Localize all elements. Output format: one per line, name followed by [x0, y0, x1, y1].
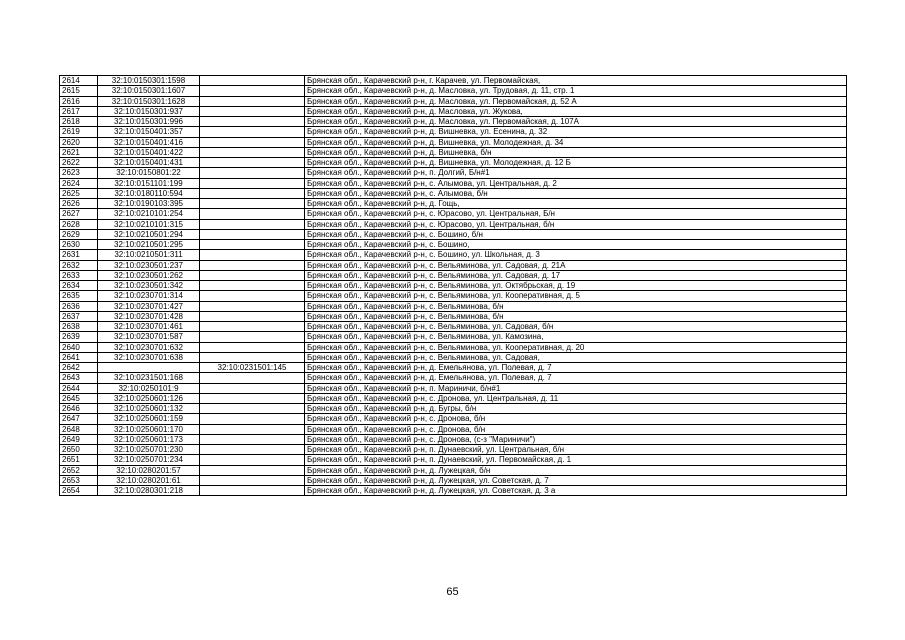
cadastral-number-alt-cell	[200, 281, 305, 291]
row-number-cell: 2647	[60, 414, 98, 424]
row-number-cell: 2634	[60, 281, 98, 291]
cadastral-number-alt-cell	[200, 96, 305, 106]
table-row	[60, 445, 847, 455]
row-number-cell: 2618	[60, 117, 98, 127]
cadastral-number-cell: 32:10:0230701:632	[98, 342, 200, 352]
cadastral-number-cell: 32:10:0150401:416	[98, 137, 200, 147]
row-number-cell: 2636	[60, 301, 98, 311]
address-cell: Брянская обл., Карачевский р-н, с. Вельяминова, ул. Октябрьская, д. 19	[305, 281, 847, 291]
row-number-cell: 2639	[60, 332, 98, 342]
table-row	[60, 86, 847, 96]
address-cell: Брянская обл., Карачевский р-н, с. Юрасово, ул. Центральная, Б/н	[305, 209, 847, 219]
cadastral-number-cell: 32:10:0230501:237	[98, 260, 200, 270]
table-row	[60, 404, 847, 414]
table-row	[60, 383, 847, 393]
cadastral-number-alt-cell	[200, 137, 305, 147]
cadastral-number-cell: 32:10:0250601:173	[98, 434, 200, 444]
address-cell: Брянская обл., Карачевский р-н, с. Алымова, б/н	[305, 188, 847, 198]
address-cell: Брянская обл., Карачевский р-н, с. Бошино, ул. Школьная, д. 3	[305, 250, 847, 260]
address-cell: Брянская обл., Карачевский р-н, д. Вишневка, ул. Молодежная, д. 12 Б	[305, 158, 847, 168]
cadastral-number-cell: 32:10:0210101:254	[98, 209, 200, 219]
row-number-cell: 2623	[60, 168, 98, 178]
cadastral-number-alt-cell	[200, 76, 305, 86]
address-cell: Брянская обл., Карачевский р-н, г. Карачев, ул. Первомайская,	[305, 76, 847, 86]
address-cell: Брянская обл., Карачевский р-н, д. Масловка, ул. Жукова,	[305, 106, 847, 116]
address-cell: Брянская обл., Карачевский р-н, д. Масловка, ул. Первомайская, д. 107А	[305, 117, 847, 127]
address-cell: Брянская обл., Карачевский р-н, д. Масловка, ул. Первомайская, д. 52 А	[305, 96, 847, 106]
row-number-cell: 2645	[60, 393, 98, 403]
cadastral-number-cell: 32:10:0230701:638	[98, 352, 200, 362]
table-row	[60, 260, 847, 270]
row-number-cell: 2641	[60, 352, 98, 362]
cadastral-number-alt-cell	[200, 424, 305, 434]
row-number-cell: 2619	[60, 127, 98, 137]
row-number-cell: 2654	[60, 486, 98, 496]
cadastral-number-cell: 32:10:0210101:315	[98, 219, 200, 229]
cadastral-number-cell: 32:10:0250601:132	[98, 404, 200, 414]
cadastral-number-cell: 32:10:0280201:57	[98, 465, 200, 475]
cadastral-number-alt-cell	[200, 250, 305, 260]
row-number-cell: 2644	[60, 383, 98, 393]
cadastral-number-alt-cell	[200, 322, 305, 332]
page-number: 65	[446, 586, 459, 598]
cadastral-number-alt-cell	[200, 219, 305, 229]
cadastral-number-alt-cell	[200, 311, 305, 321]
cadastral-number-cell: 32:10:0150301:937	[98, 106, 200, 116]
table-row	[60, 219, 847, 229]
row-number-cell: 2642	[60, 363, 98, 373]
table-row	[60, 270, 847, 280]
cadastral-number-cell: 32:10:0231501:168	[98, 373, 200, 383]
address-cell: Брянская обл., Карачевский р-н, с. Вельяминова, ул. Садовая, б/н	[305, 322, 847, 332]
table-row	[60, 209, 847, 219]
cadastral-number-alt-cell	[200, 383, 305, 393]
address-cell: Брянская обл., Карачевский р-н, с. Вельяминова, б/н	[305, 301, 847, 311]
cadastral-number-alt-cell	[200, 373, 305, 383]
table-row	[60, 352, 847, 362]
cadastral-number-alt-cell: 32:10:0231501:145	[200, 363, 305, 373]
cadastral-number-alt-cell	[200, 188, 305, 198]
table-row	[60, 199, 847, 209]
row-number-cell: 2646	[60, 404, 98, 414]
address-cell: Брянская обл., Карачевский р-н, с. Вельяминова, ул. Садовая, д. 21А	[305, 260, 847, 270]
cadastral-number-cell: 32:10:0150401:431	[98, 158, 200, 168]
row-number-cell: 2650	[60, 445, 98, 455]
cadastral-number-alt-cell	[200, 229, 305, 239]
address-cell: Брянская обл., Карачевский р-н, д. Вишневка, ул. Есенина, д. 32	[305, 127, 847, 137]
table-row	[60, 127, 847, 137]
row-number-cell: 2631	[60, 250, 98, 260]
table-row	[60, 486, 847, 496]
table-row	[60, 311, 847, 321]
cadastral-number-cell: 32:10:0150301:1598	[98, 76, 200, 86]
address-cell: Брянская обл., Карачевский р-н, д. Лужецкая, б/н	[305, 465, 847, 475]
table-row	[60, 168, 847, 178]
address-cell: Брянская обл., Карачевский р-н, д. Емельянова, ул. Полевая, д. 7	[305, 373, 847, 383]
cadastral-number-alt-cell	[200, 199, 305, 209]
cadastral-number-alt-cell	[200, 158, 305, 168]
cadastral-number-cell: 32:10:0180110:594	[98, 188, 200, 198]
row-number-cell: 2622	[60, 158, 98, 168]
table-row	[60, 434, 847, 444]
table-row	[60, 250, 847, 260]
address-cell: Брянская обл., Карачевский р-н, с. Вельяминова, ул. Садовая,	[305, 352, 847, 362]
cadastral-number-alt-cell	[200, 486, 305, 496]
cadastral-number-alt-cell	[200, 393, 305, 403]
address-cell: Брянская обл., Карачевский р-н, д. Лужецкая, ул. Советская, д. 3 а	[305, 486, 847, 496]
row-number-cell: 2629	[60, 229, 98, 239]
cadastral-number-cell: 32:10:0250601:159	[98, 414, 200, 424]
table-row	[60, 106, 847, 116]
address-cell: Брянская обл., Карачевский р-н, с. Вельяминова, ул. Кооперативная, д. 5	[305, 291, 847, 301]
cadastral-number-alt-cell	[200, 301, 305, 311]
cadastral-number-alt-cell	[200, 332, 305, 342]
cadastral-number-cell: 32:10:0250101:9	[98, 383, 200, 393]
cadastral-number-cell: 32:10:0230501:342	[98, 281, 200, 291]
row-number-cell: 2630	[60, 240, 98, 250]
cadastral-number-alt-cell	[200, 209, 305, 219]
row-number-cell: 2628	[60, 219, 98, 229]
cadastral-number-alt-cell	[200, 414, 305, 424]
row-number-cell: 2632	[60, 260, 98, 270]
property-table	[59, 75, 847, 496]
cadastral-number-cell: 32:10:0230701:314	[98, 291, 200, 301]
cadastral-number-cell: 32:10:0150401:422	[98, 147, 200, 157]
cadastral-number-cell: 32:10:0250701:230	[98, 445, 200, 455]
cadastral-number-alt-cell	[200, 117, 305, 127]
cadastral-number-alt-cell	[200, 127, 305, 137]
row-number-cell: 2620	[60, 137, 98, 147]
table-row	[60, 465, 847, 475]
address-cell: Брянская обл., Карачевский р-н, д. Вишневка, ул. Молодежная, д. 34	[305, 137, 847, 147]
table-row	[60, 475, 847, 485]
address-cell: Брянская обл., Карачевский р-н, д. Масловка, ул. Трудовая, д. 11, стр. 1	[305, 86, 847, 96]
cadastral-number-alt-cell	[200, 291, 305, 301]
cadastral-number-alt-cell	[200, 260, 305, 270]
address-cell: Брянская обл., Карачевский р-н, с. Дронова, б/н	[305, 424, 847, 434]
table-row	[60, 363, 847, 373]
address-cell: Брянская обл., Карачевский р-н, п. Мариничи, б/н#1	[305, 383, 847, 393]
address-cell: Брянская обл., Карачевский р-н, п. Дунаевский, ул. Центральная, б/н	[305, 445, 847, 455]
cadastral-number-cell: 32:10:0150801:22	[98, 168, 200, 178]
row-number-cell: 2614	[60, 76, 98, 86]
address-cell: Брянская обл., Карачевский р-н, с. Вельяминова, б/н	[305, 311, 847, 321]
table-row	[60, 332, 847, 342]
row-number-cell: 2627	[60, 209, 98, 219]
cadastral-number-alt-cell	[200, 147, 305, 157]
table-row	[60, 322, 847, 332]
row-number-cell: 2621	[60, 147, 98, 157]
row-number-cell: 2633	[60, 270, 98, 280]
table-row	[60, 96, 847, 106]
cadastral-number-cell: 32:10:0230701:587	[98, 332, 200, 342]
property-table-body	[60, 76, 847, 496]
row-number-cell: 2616	[60, 96, 98, 106]
cadastral-number-alt-cell	[200, 475, 305, 485]
table-row	[60, 301, 847, 311]
table-row	[60, 424, 847, 434]
row-number-cell: 2648	[60, 424, 98, 434]
cadastral-number-cell: 32:10:0230701:461	[98, 322, 200, 332]
cadastral-number-cell: 32:10:0150301:1628	[98, 96, 200, 106]
table-row	[60, 117, 847, 127]
address-cell: Брянская обл., Карачевский р-н, с. Бошино,	[305, 240, 847, 250]
cadastral-number-alt-cell	[200, 168, 305, 178]
row-number-cell: 2640	[60, 342, 98, 352]
row-number-cell: 2638	[60, 322, 98, 332]
row-number-cell: 2643	[60, 373, 98, 383]
table-row	[60, 373, 847, 383]
address-cell: Брянская обл., Карачевский р-н, д. Лужецкая, ул. Советская, д. 7	[305, 475, 847, 485]
cadastral-number-alt-cell	[200, 86, 305, 96]
cadastral-number-cell: 32:10:0280301:218	[98, 486, 200, 496]
cadastral-number-cell: 32:10:0190103:395	[98, 199, 200, 209]
cadastral-number-alt-cell	[200, 434, 305, 444]
cadastral-number-cell: 32:10:0150301:996	[98, 117, 200, 127]
address-cell: Брянская обл., Карачевский р-н, п. Дунаевский, ул. Первомайская, д. 1	[305, 455, 847, 465]
cadastral-number-cell: 32:10:0230501:262	[98, 270, 200, 280]
cadastral-number-cell: 32:10:0150301:1607	[98, 86, 200, 96]
address-cell: Брянская обл., Карачевский р-н, с. Дронова, б/н	[305, 414, 847, 424]
address-cell: Брянская обл., Карачевский р-н, с. Вельяминова, ул. Камозина,	[305, 332, 847, 342]
row-number-cell: 2625	[60, 188, 98, 198]
address-cell: Брянская обл., Карачевский р-н, с. Вельяминова, ул. Садовая, д. 17	[305, 270, 847, 280]
cadastral-number-cell: 32:10:0210501:311	[98, 250, 200, 260]
cadastral-number-cell: 32:10:0250701:234	[98, 455, 200, 465]
table-row	[60, 147, 847, 157]
address-cell: Брянская обл., Карачевский р-н, д. Бугры, б/н	[305, 404, 847, 414]
cadastral-number-alt-cell	[200, 352, 305, 362]
address-cell: Брянская обл., Карачевский р-н, с. Юрасово, ул. Центральная, б/н	[305, 219, 847, 229]
cadastral-number-alt-cell	[200, 455, 305, 465]
table-row	[60, 240, 847, 250]
table-row	[60, 188, 847, 198]
table-row	[60, 291, 847, 301]
cadastral-number-alt-cell	[200, 465, 305, 475]
address-cell: Брянская обл., Карачевский р-н, с. Бошино, б/н	[305, 229, 847, 239]
table-row	[60, 393, 847, 403]
cadastral-number-cell	[98, 363, 200, 373]
table-row	[60, 178, 847, 188]
row-number-cell: 2624	[60, 178, 98, 188]
row-number-cell: 2637	[60, 311, 98, 321]
cadastral-number-cell: 32:10:0280201:61	[98, 475, 200, 485]
cadastral-number-cell: 32:10:0230701:428	[98, 311, 200, 321]
cadastral-number-cell: 32:10:0210501:294	[98, 229, 200, 239]
table-row	[60, 281, 847, 291]
row-number-cell: 2651	[60, 455, 98, 465]
cadastral-number-cell: 32:10:0250601:170	[98, 424, 200, 434]
cadastral-number-cell: 32:10:0151101:199	[98, 178, 200, 188]
cadastral-number-alt-cell	[200, 106, 305, 116]
address-cell: Брянская обл., Карачевский р-н, с. Дронова, ул. Центральная, д. 11	[305, 393, 847, 403]
cadastral-number-cell: 32:10:0250601:126	[98, 393, 200, 403]
cadastral-number-alt-cell	[200, 404, 305, 414]
address-cell: Брянская обл., Карачевский р-н, д. Емельянова, ул. Полевая, д. 7	[305, 363, 847, 373]
cadastral-number-cell: 32:10:0230701:427	[98, 301, 200, 311]
table-row	[60, 76, 847, 86]
address-cell: Брянская обл., Карачевский р-н, с. Алымова, ул. Центральная, д. 2	[305, 178, 847, 188]
table-row	[60, 342, 847, 352]
row-number-cell: 2635	[60, 291, 98, 301]
row-number-cell: 2652	[60, 465, 98, 475]
address-cell: Брянская обл., Карачевский р-н, д. Вишневка, б/н	[305, 147, 847, 157]
row-number-cell: 2626	[60, 199, 98, 209]
row-number-cell: 2615	[60, 86, 98, 96]
cadastral-number-alt-cell	[200, 178, 305, 188]
cadastral-number-alt-cell	[200, 445, 305, 455]
address-cell: Брянская обл., Карачевский р-н, с. Дронова, (с-з "Мариничи")	[305, 434, 847, 444]
table-row	[60, 158, 847, 168]
address-cell: Брянская обл., Карачевский р-н, с. Вельяминова, ул. Кооперативная, д. 20	[305, 342, 847, 352]
row-number-cell: 2617	[60, 106, 98, 116]
cadastral-number-alt-cell	[200, 342, 305, 352]
table-row	[60, 137, 847, 147]
row-number-cell: 2649	[60, 434, 98, 444]
cadastral-number-cell: 32:10:0210501:295	[98, 240, 200, 250]
table-row	[60, 414, 847, 424]
cadastral-number-alt-cell	[200, 240, 305, 250]
table-row	[60, 455, 847, 465]
row-number-cell: 2653	[60, 475, 98, 485]
cadastral-number-alt-cell	[200, 270, 305, 280]
address-cell: Брянская обл., Карачевский р-н, д. Гощь,	[305, 199, 847, 209]
table-row	[60, 229, 847, 239]
cadastral-number-cell: 32:10:0150401:357	[98, 127, 200, 137]
address-cell: Брянская обл., Карачевский р-н, п. Долгий, Б/н#1	[305, 168, 847, 178]
